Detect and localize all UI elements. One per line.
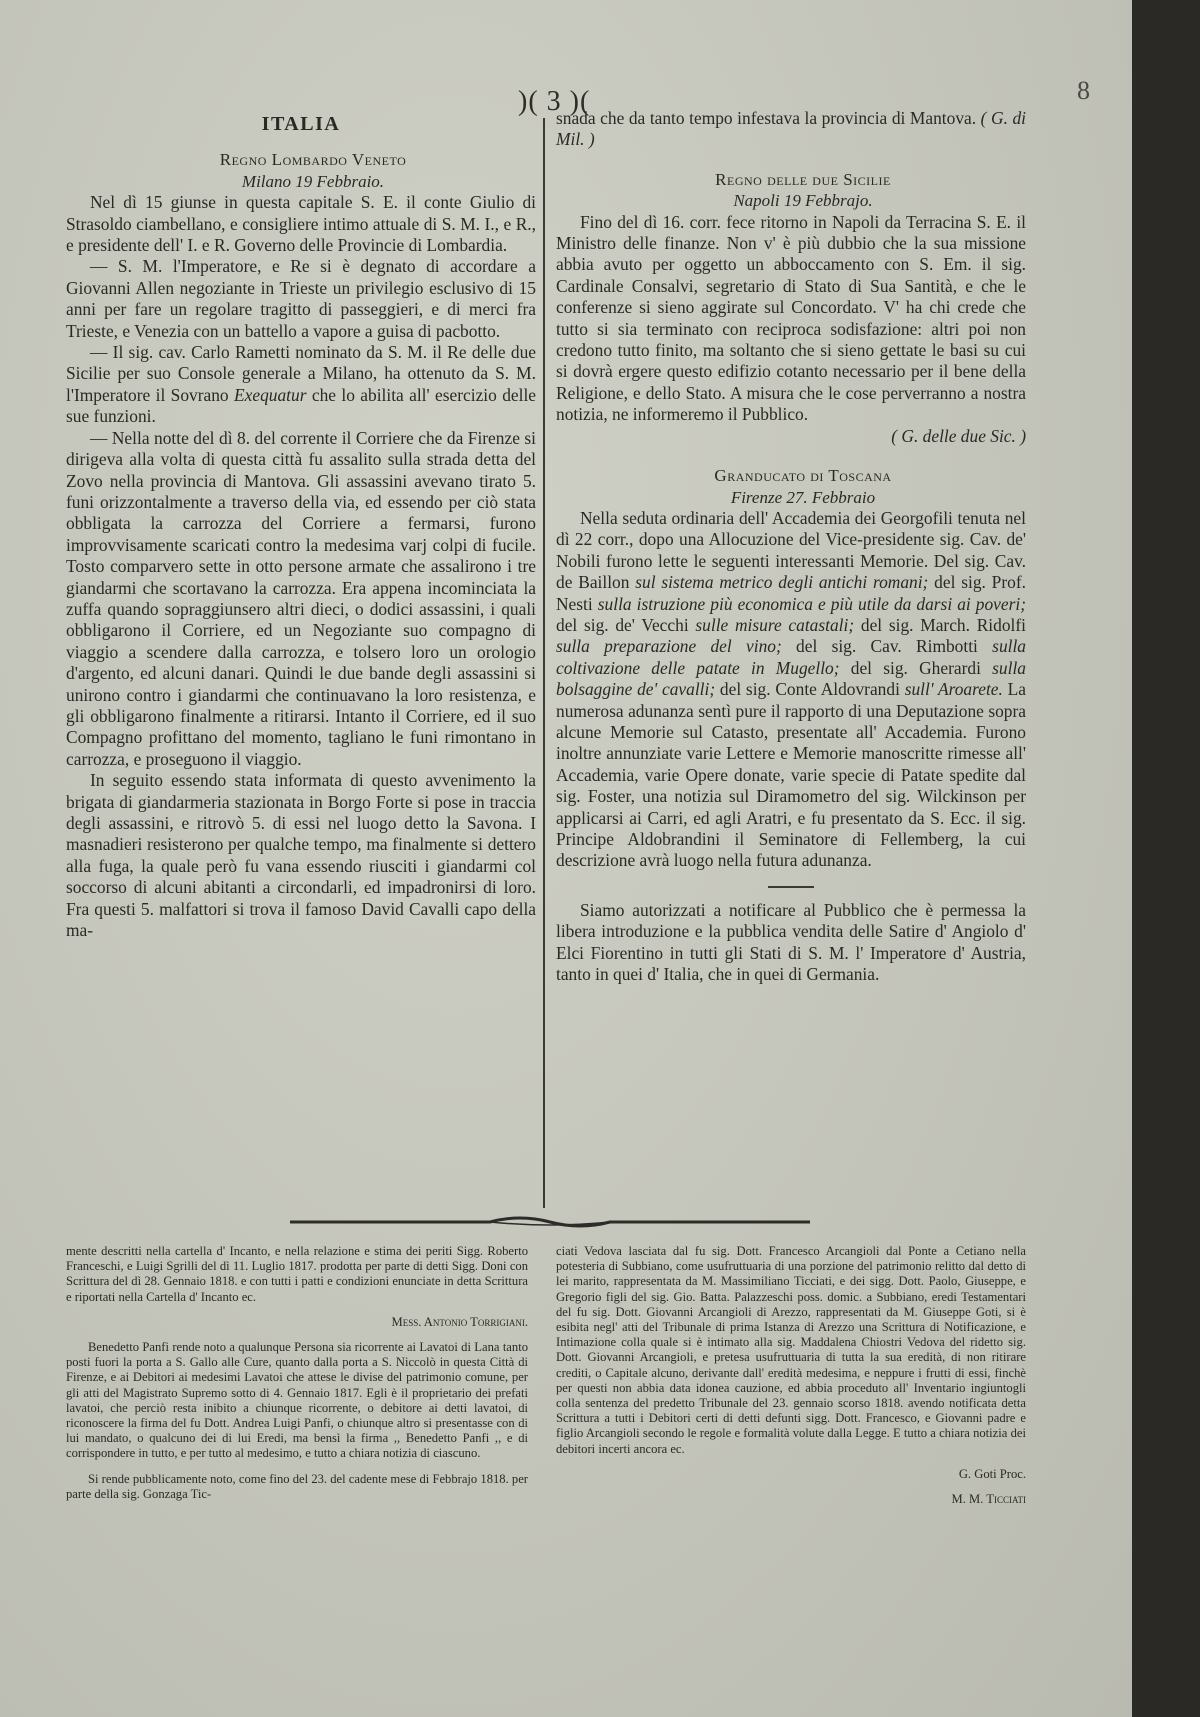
dateline-napoli: Napoli 19 Febbrajo. [733,191,873,211]
source-citation [556,426,1026,447]
notice-paragraph: Si rende pubblicamente noto, come fino del 23. del cadente mese di Febbrajo 1818. per parte della sig. Gonzaga Tic- [66,1471,528,1501]
scan-background [1132,0,1200,1717]
text-span: Nella seduta ordinaria dell' Accademia dei Georgofili tenuta nel dì 22 corr., dopo una Allocuzione del Vice-presidente sig. Cav. de' Nobili furono lette le seguenti interessanti Memorie. Del sig. Cav. de Baillon [556,507,1026,593]
right-column [556,108,1026,985]
notice-paragraph: mente descritti nella cartella d' Incanto, e nella relazione e stima dei periti Sigg. Roberto Franceschi, e Luigi Sgrilli del dì 11. Luglio 1817. prodotta per parte di detti Sigg. Doni con Scrittura del dì 28. Gennaio 1818. e con tutti i patti e condizioni enunciate in detta Scrittura e riportati nella Cartella d' Incanto ec. [66,1244,528,1304]
text-span: che lo abilita all' esercizio delle sue funzioni. [66,384,536,427]
article-paragraph: Nel dì 15 giunse in questa capitale S. E. il conte Giulio di Strasoldo ciambellano, e consigliere intimo attuale di S. M. I., e R., e presidente dell' I. e R. Governo delle Provincie di Lombardia. [66,192,536,256]
notice-signature: G. Goti Proc. [958,1466,1026,1481]
text-span: del sig. Cav. Rimbotti [796,636,978,657]
spacer [556,447,1026,465]
source-citation-text: ( G. delle due Sic. ) [891,425,1026,446]
section-heading-italia: ITALIA [261,113,341,135]
text-span: del sig. de' Vecchi [556,614,689,635]
ornamental-rule [290,1213,810,1231]
spacer [556,151,1026,169]
italic-term: Exequatur [234,384,307,405]
article-paragraph: — Nella notte del dì 8. del corrente il Corriere che da Firenze si dirigeva alla volta di questa città fu assalito sulla strada detta del Zovo nella provincia di Mantova. Gli assassini avevano tirato 5. funi orizzontalmente a traverso della via, ed essendo per ciò stata obbligata la carrozza del Corriere a fermarsi, furono improvvisamente scaricati contro la medesima varj colpi di fucile. Tosto comparvero sette in otto persone armate che assalirono i tre giandarmi che scortavano la carrozza. Era appena incominciata la zuffa quando sopraggiunsero altri dieci, o dodici assassini, i quali obbligarono il Corriere, ed un Negoziante suo compagno di viaggio a scendere dalla carrozza, e tolsero loro un orologio d'argento, ed alcuni danari. Quindi le due bande degli assassini si unirono contro i giandarmi che continuavano la loro resistenza, e gli obbligarono finalmente a ritirarsi. Intanto il Corriere, ed il suo Compagno profittano del momento, tagliano le funi rimontano in carrozza, e proseguono il viaggio. [66,427,536,769]
region-heading-lombardo-veneto: Regno Lombardo Veneto [219,150,407,170]
italic-title: sul sistema metrico degli antichi romani; [635,572,929,593]
notice-paragraph: ciati Vedova lasciata dal fu sig. Dott. Francesco Arcangioli dal Ponte a Cetiano nella potesteria di Subbiano, come usufruttuaria di una porzione del patrimonio relitto dal detto di lei marito, rappresentata da M. Massimiliano Ticciati, e dei sigg. Dott. Paolo, Giuseppe, e Gregorio figli del sig. Gio. Batta. Palazzeschi poss. domic. a Subbiano, eredi Testamentari del fu sig. Dott. Giovanni Arcangioli di Arezzo, rappresentati da M. Giuseppe Goti, si è esibita negl' atti del Tribunale di prima Istanza di Arezzo una Scrittura di Notificazione, e Intimazione colla quale si è intimato alla sig. Maddalena Chiostri Vedova del ridetto sig. Dott. Giovanni Arcangioli, e pretesa usufruttuaria di tutta la sua eredità, di non ritirare crediti, o Capitale alcuno, derivante dall' eredità medesima, e neppure i frutti di essi, finchè per questi non abbia data idonea cauzione, ed abbia proceduto all' Inventario ingiuntogli colla sentenza del predetto Tribunale del 23. gennaio scorso 1818. avendo notificata detta Scrittura a tutti i Debitori certi di detti defunti sigg. Dott. Francesco, e Giovanni padre e figlio Arcangioli secondo le regole e formalità volute dalla Legge. E tutto a chiara notizia dei debitori incerti ancora ec. [556,1244,1026,1456]
italic-title: sulla preparazione del vino; [556,636,782,657]
italic-title: sull' Aroarete. [904,679,1003,700]
source-citation: ( G. di Mil. ) [556,108,1026,150]
italic-title: sulla istruzione più economica e più utile da darsi ai poveri; [597,593,1026,614]
notice-signature: M. M. Ticciati [951,1492,1026,1507]
article-continuation [556,108,1026,151]
region-heading-toscana: Granducato di Toscana [714,466,892,486]
article-paragraph [556,508,1026,872]
column-divider [543,118,545,1208]
notices-left-column [66,1244,528,1512]
article-paragraph: — S. M. l'Imperatore, e Re si è degnato di accordare a Giovanni Allen negoziante in Trieste un privilegio esclusivo di 15 anni per fare un regolare tragitto di passeggieri, e di merci fra Trieste, e Venezia con un battello a vapore a guisa di pacbotto. [66,256,536,341]
text-span: del sig. Gherardi [850,657,981,678]
separator-dash [768,886,814,888]
article-paragraph: In seguito essendo stata informata di questo avvenimento la brigata di giandarmeria stazionata in Borgo Forte si pose in traccia degli assassini, e ritrovò 5. di essi nel luogo detto la Savona. I masnadieri resisterono per qualche tempo, ma finalmente si dettero alla fuga, la quale però fu vana essendo riusciti i giandarmi col soccorso di alcuni abitanti a circondarli, ed impadronirsi di loro. Fra questi 5. malfattori si trova il famoso David Cavalli capo della ma- [66,770,536,941]
italic-title: sulla bolsaggine de' cavalli; [556,657,1026,700]
dateline-firenze: Firenze 27. Febbraio [730,487,876,507]
dateline-milano: Milano 19 Febbraio. [241,171,385,191]
italic-title: sulle misure catastali; [695,614,855,635]
region-heading-due-sicilie: Regno delle due Sicilie [715,169,891,189]
text-span: — Il sig. cav. Carlo Rametti nominato da S. M. il Re delle due Sicilie per suo Console generale a Milano, ha ottenuto da S. M. l'Imperatore il Sovrano [66,342,536,405]
page-number: 8 [1077,76,1090,105]
notice-signature: Mess. Antonio Torrigiani. [391,1314,528,1329]
text-span: del sig. March. Ridolfi [860,614,1026,635]
folio-number: )( 3 )( [518,86,591,117]
article-paragraph [66,342,536,428]
article-paragraph: Fino del dì 16. corr. fece ritorno in Napoli da Terracina S. E. il Ministro delle finanze. Non v' è più dubbio che la sua missione abbia avuto per oggetto un abboccamento con S. Em. il sig. Cardinale Consalvi, segretario di Stato di Sua Santità, e che le conferenze si sieno aggirate sul Concordato. V' ha chi crede che tutto si sia terminato con reciproca sodisfazione: altri poi non credono tutto finito, ma soltanto che si sieno gettate le basi su cui si dovrà ergere questo edifizio cotanto necessario per il bene della Religione, e dello Stato. A misura che le cose perverranno a nostra notizia, ne informeremo il Pubblico. [556,211,1026,425]
text-span: La numerosa adunanza sentì pure il rapporto di una Deputazione sopra alcune Memorie sul Catasto, presentate all' Accademia. Furono inoltre annunziate varie Lettere e Memorie manoscritte rimesse all' Accademia, varie Opere donate, varie specie di Patate spedite dal sig. Foster, una notizia sul Diramometro del sig. Wilckinson per applicarsi ai Carri, ed agli Aratri, e fu presentato da S. Ecc. il sig. Principe Aldobrandini il Seminatore di Fellemberg, la cui descrizione avrà luogo nella futura adunanza. [556,679,1026,871]
text-span: del sig. Conte Aldovrandi [719,679,900,700]
italic-title: sulla coltivazione delle patate in Mugello; [556,636,1026,678]
text-span: snada che da tanto tempo infestava la provincia di Mantova. [556,108,977,128]
notices-right-column [556,1244,1026,1517]
text-span: del sig. Prof. Nesti [556,572,1026,614]
notice-paragraph: Benedetto Panfi rende noto a qualunque Persona sia ricorrente ai Lavatoi di Lana tanto posti fuori la porta a S. Gallo alle Cure, quanto dalla porta a S. Niccolò in questa Città di Firenze, e ai Debitori ai medesimi Lavatoi che attese le divise del patrimonio comune, per gli atti del Magistrato Supremo sotto di 4. Gennaio 1817. Egli è il proprietario dei prefati lavatoi, che perciò resta inibito a chiunque ricorrente, o debitore ai detti lavatoi, di riconoscere la firma del fu Dott. Andrea Luigi Panfi, o chiunque altro si presentasse con di lui mandato, o qualcuno dei di lui Eredi, ma bensì la firma ,, Benedetto Panfi ,, e di corrispondere in tutto, e per tutto al medesimo, e tutto a chiara notizia di ciascuno. [66,1340,528,1461]
left-column [66,108,536,941]
article-paragraph: Siamo autorizzati a notificare al Pubblico che è permessa la libera introduzione e la pubblica vendita delle Satire d' Angiolo d' Elci Fiorentino in tutti gli Stati di S. M. l' Imperatore d' Austria, tanto in quei d' Italia, che in quei di Germania. [556,899,1026,985]
